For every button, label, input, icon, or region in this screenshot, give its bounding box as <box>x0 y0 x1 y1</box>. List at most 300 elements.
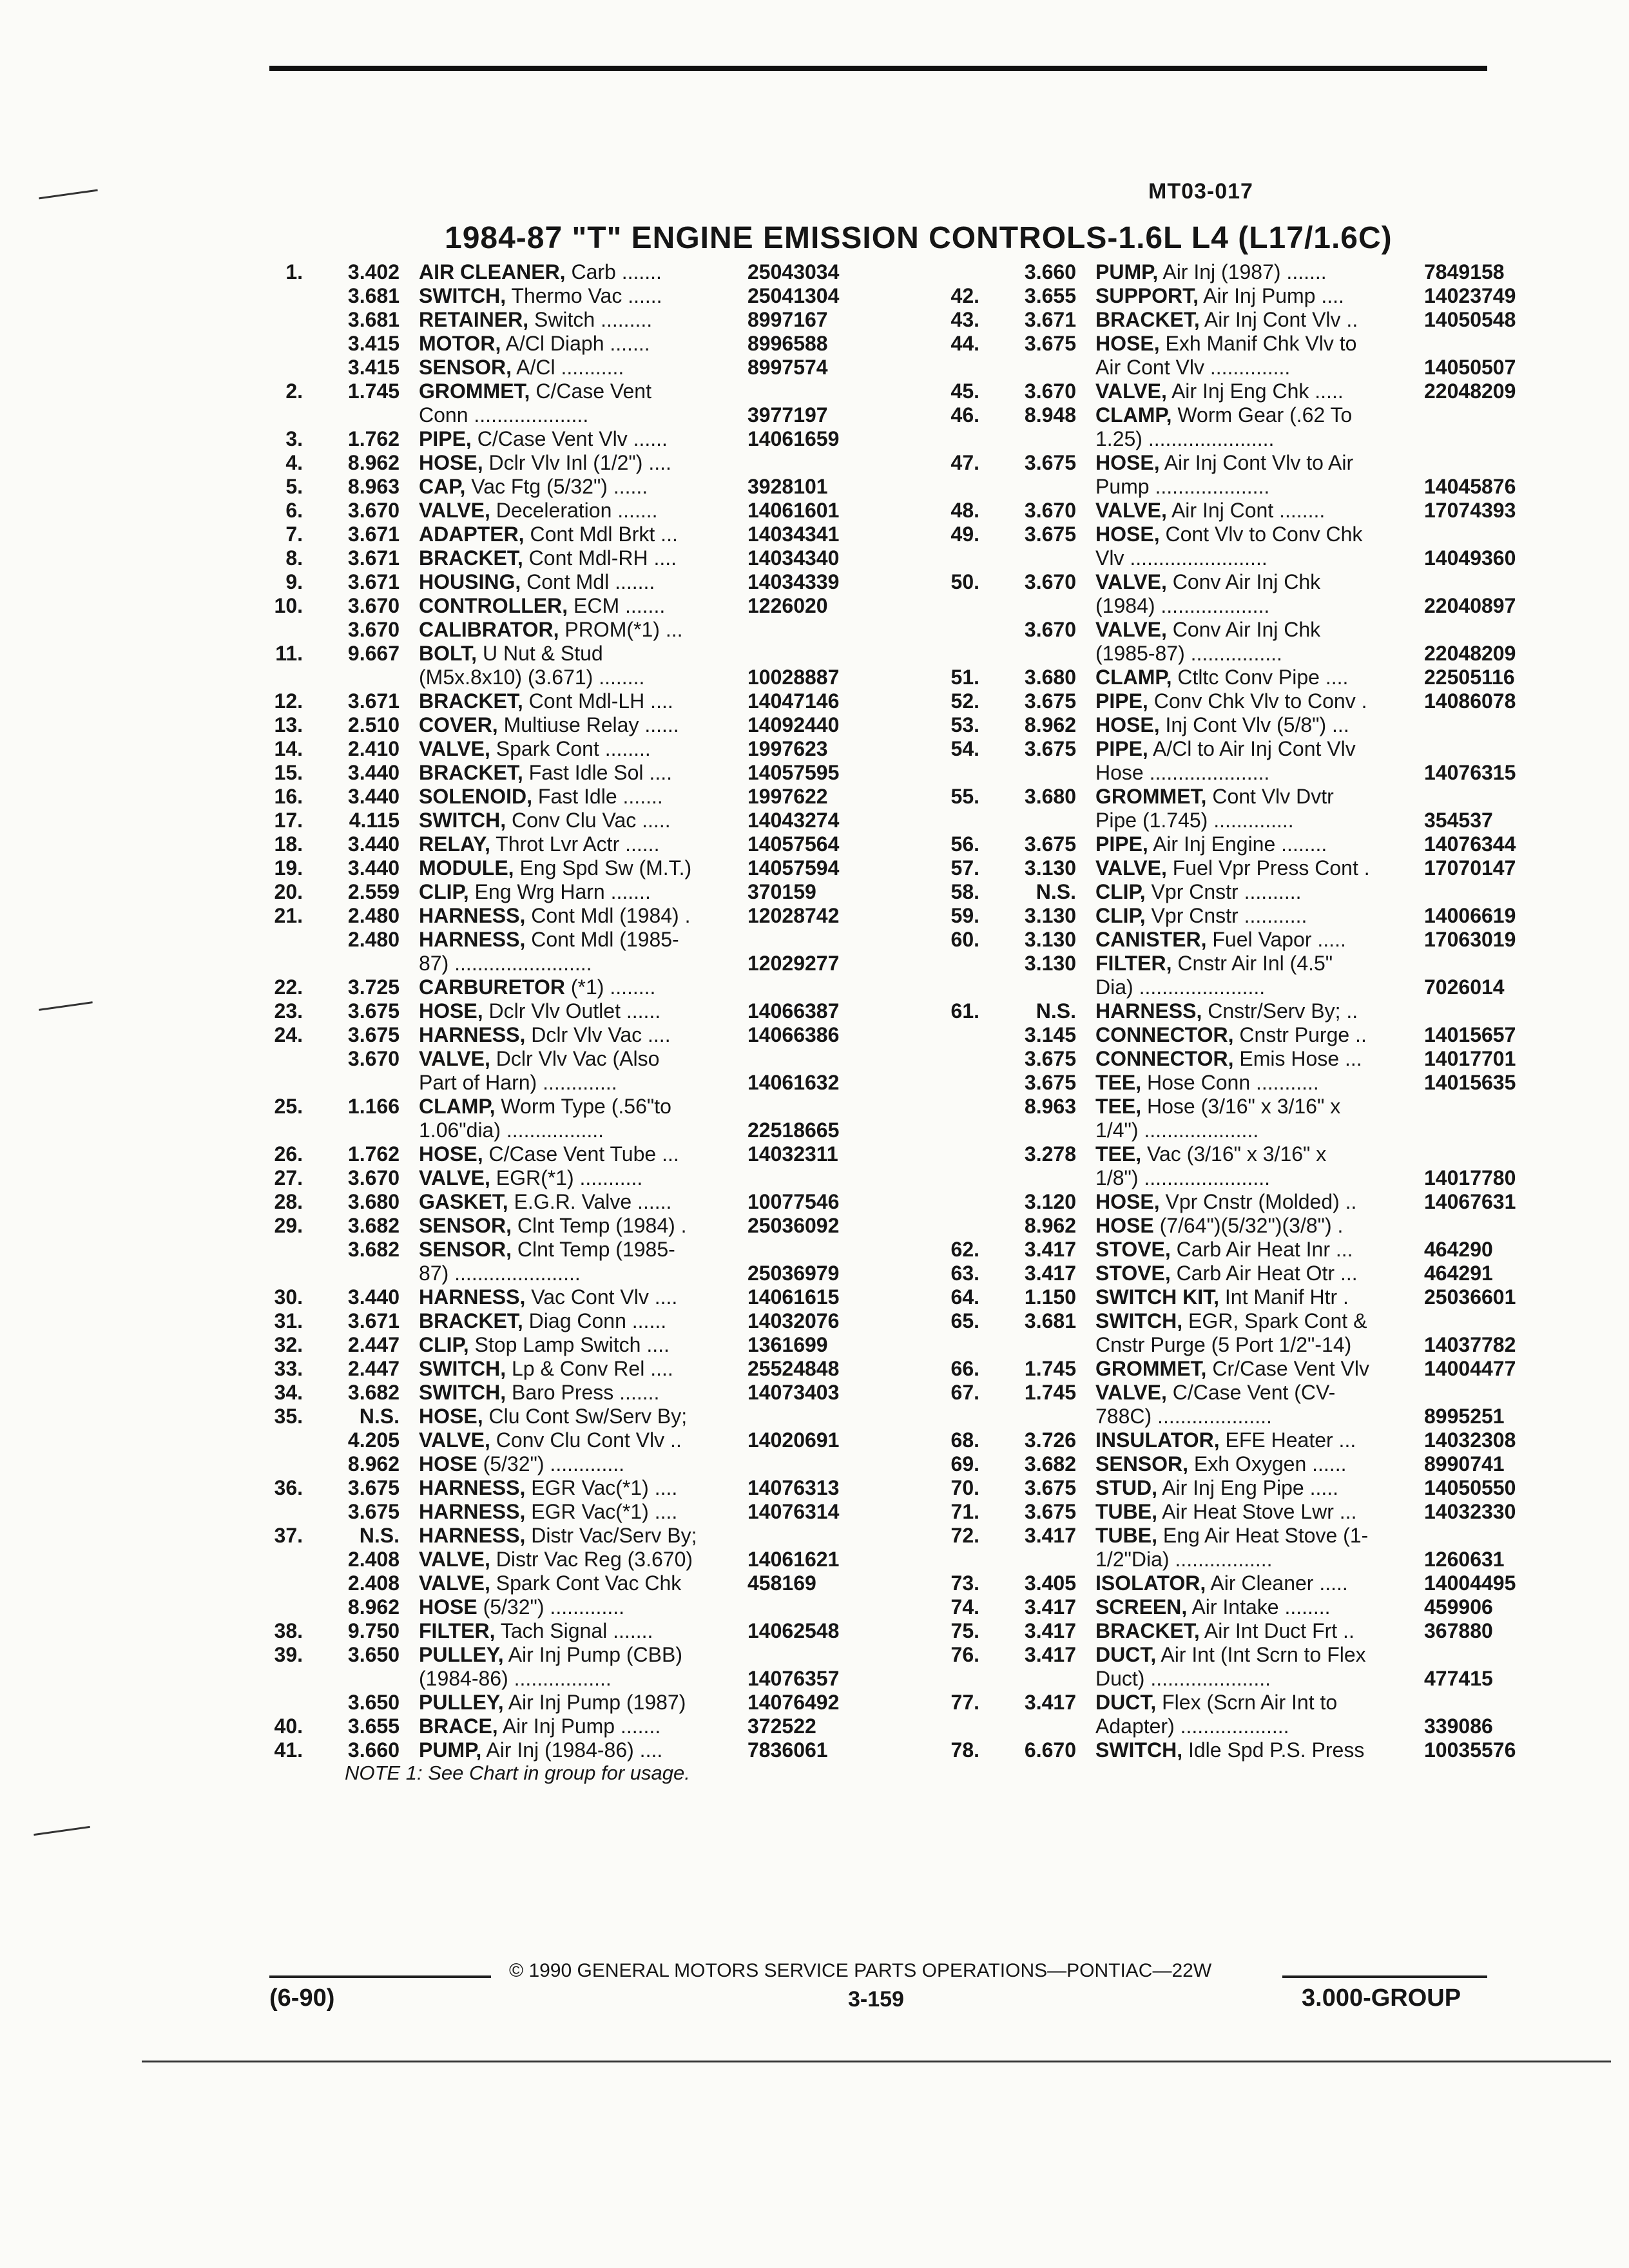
part-description <box>1076 451 1424 475</box>
part-detail: Diag Conn ...... <box>523 1309 667 1332</box>
item-number: 56. <box>950 832 979 856</box>
part-number: 458169 <box>747 1571 816 1595</box>
part-detail: (1984) ................... <box>1095 594 1270 617</box>
part-detail: Baro Press ....... <box>506 1381 660 1404</box>
part-detail: Idle Spd P.S. Press <box>1182 1738 1365 1762</box>
part-name: HOSE, <box>1095 332 1160 355</box>
group-number: 3.130 <box>1024 928 1076 951</box>
group-number: 3.681 <box>347 308 400 331</box>
part-description <box>1076 1357 1424 1381</box>
item-number: 55. <box>950 785 979 808</box>
part-description <box>400 1643 747 1667</box>
item-number <box>258 666 303 689</box>
item-number <box>934 356 979 380</box>
item-number: 74. <box>950 1595 979 1619</box>
part-name: CARBURETOR <box>419 975 565 999</box>
item-number: 3. <box>285 427 303 450</box>
group-number: 9.750 <box>347 1619 400 1642</box>
item-number <box>258 1548 303 1571</box>
group-number: 3.440 <box>347 832 400 856</box>
part-description <box>1076 928 1424 952</box>
part-description <box>1076 737 1424 761</box>
part-description <box>1076 570 1424 594</box>
part-number: 14076315 <box>1424 761 1516 784</box>
part-detail: Carb Air Heat Inr ... <box>1170 1238 1353 1261</box>
part-name: SWITCH, <box>419 1357 506 1380</box>
item-number: 12. <box>274 689 303 713</box>
group-number: 3.402 <box>347 260 400 284</box>
part-number: 10035576 <box>1424 1738 1516 1762</box>
part-description <box>1076 761 1424 785</box>
part-row <box>934 618 1579 642</box>
part-number <box>1424 1214 1579 1238</box>
part-number: 14032330 <box>1424 1500 1516 1523</box>
part-name: SENSOR, <box>419 356 512 379</box>
part-name: SWITCH, <box>419 284 506 307</box>
item-number: 36. <box>274 1476 303 1499</box>
part-name: HOSE, <box>1095 451 1160 474</box>
part-detail: Adapter) ................... <box>1095 1715 1289 1738</box>
part-detail: Exh Oxygen ...... <box>1188 1452 1347 1475</box>
part-description <box>1076 713 1424 737</box>
group-number: 3.670 <box>1024 618 1076 641</box>
part-row <box>258 1119 902 1142</box>
item-number <box>934 1214 979 1238</box>
item-number <box>934 952 979 975</box>
part-number: 14017701 <box>1424 1047 1516 1070</box>
group-number: 3.681 <box>1024 1309 1076 1332</box>
group-number: 2.408 <box>347 1571 400 1595</box>
group-number <box>979 1166 1076 1190</box>
group-number: 3.680 <box>347 1190 400 1213</box>
part-number: 25036979 <box>747 1262 840 1285</box>
group-number: 3.680 <box>1024 785 1076 808</box>
part-name: VALVE, <box>419 499 490 522</box>
part-description <box>400 809 747 832</box>
part-description <box>1076 284 1424 308</box>
part-number: 25043034 <box>747 260 840 284</box>
part-number: 14050548 <box>1424 308 1516 331</box>
part-description <box>1076 1214 1424 1238</box>
part-row <box>934 1142 1579 1166</box>
part-name: VALVE, <box>419 1166 490 1189</box>
group-number: 3.655 <box>1024 284 1076 307</box>
part-description <box>400 403 747 427</box>
part-detail: Cnstr Purge .. <box>1233 1023 1367 1046</box>
part-number: 14066386 <box>747 1023 840 1046</box>
part-row <box>934 1071 1579 1095</box>
part-name: PULLEY, <box>419 1691 504 1714</box>
part-description <box>1076 594 1424 618</box>
group-number: 3.120 <box>1024 1190 1076 1213</box>
part-row <box>934 785 1579 809</box>
part-number: 22040897 <box>1424 594 1516 617</box>
part-row <box>258 499 902 523</box>
item-number: 64. <box>950 1285 979 1309</box>
part-name: TUBE, <box>1095 1500 1157 1523</box>
part-row <box>258 1691 902 1715</box>
part-description <box>400 308 747 332</box>
part-number <box>747 451 902 475</box>
part-description <box>400 332 747 356</box>
item-number: 72. <box>950 1524 979 1547</box>
part-description <box>400 1023 747 1047</box>
item-number: 2. <box>285 380 303 403</box>
part-name: BOLT, <box>419 642 477 665</box>
part-number <box>1424 785 1579 809</box>
part-name: HARNESS, <box>419 1500 526 1523</box>
part-description <box>1076 1381 1424 1405</box>
part-row <box>258 475 902 499</box>
part-detail: Air Inj (1984-86) .... <box>481 1738 663 1762</box>
part-name: SWITCH, <box>419 1381 506 1404</box>
part-detail: Hose ..................... <box>1095 761 1270 784</box>
part-description <box>400 1452 747 1476</box>
group-number: 3.675 <box>347 1476 400 1499</box>
group-number <box>979 546 1076 570</box>
group-number: 1.150 <box>1024 1285 1076 1309</box>
bottom-rule <box>142 2061 1611 2062</box>
part-name: PUMP, <box>419 1738 482 1762</box>
item-number: 33. <box>274 1357 303 1380</box>
item-number: 16. <box>274 785 303 808</box>
part-name: BRACKET, <box>419 1309 523 1332</box>
part-detail: Vpr Cnstr .......... <box>1145 880 1302 903</box>
part-description <box>1076 546 1424 570</box>
part-number: 8990741 <box>1424 1452 1505 1475</box>
parts-list-right <box>934 260 1579 1762</box>
group-number <box>979 356 1076 380</box>
part-row <box>258 975 902 999</box>
group-number: 3.440 <box>347 761 400 784</box>
part-detail: A/Cl to Air Inj Cont Vlv <box>1148 737 1356 760</box>
part-number: 10077546 <box>747 1190 840 1213</box>
part-row <box>934 451 1579 475</box>
part-name: HOSE, <box>419 999 483 1023</box>
part-detail: 1.06"dia) ................. <box>419 1119 604 1142</box>
part-row <box>258 1285 902 1309</box>
part-description <box>400 1619 747 1643</box>
group-number: 3.675 <box>1024 1476 1076 1499</box>
item-number <box>258 1071 303 1095</box>
part-description <box>1076 618 1424 642</box>
part-description <box>1076 1428 1424 1452</box>
part-row <box>934 999 1579 1023</box>
part-description <box>400 260 747 284</box>
item-number: 11. <box>275 642 303 665</box>
part-description <box>1076 642 1424 666</box>
group-number: 4.205 <box>347 1428 400 1452</box>
part-name: AIR CLEANER, <box>419 260 566 284</box>
group-number: 3.682 <box>1024 1452 1076 1475</box>
part-row <box>258 403 902 427</box>
part-number: 464290 <box>1424 1238 1493 1261</box>
group-number <box>979 761 1076 785</box>
part-detail: EGR(*1) ........... <box>490 1166 643 1189</box>
part-row <box>258 308 902 332</box>
item-number: 14. <box>274 737 303 760</box>
footer-date: (6-90) <box>269 1984 335 2012</box>
part-name: INSULATOR, <box>1095 1428 1220 1452</box>
part-name: PUMP, <box>1095 260 1159 284</box>
part-number: 14086078 <box>1424 689 1516 713</box>
part-description <box>1076 809 1424 832</box>
part-number: 14015635 <box>1424 1071 1516 1094</box>
part-row <box>934 1500 1579 1524</box>
page-title: 1984-87 "T" ENGINE EMISSION CONTROLS-1.6L L4 (L17/1.6C) <box>445 221 1393 255</box>
part-description <box>400 594 747 618</box>
part-name: VALVE, <box>419 1428 490 1452</box>
part-row <box>258 642 902 666</box>
part-number: 14076314 <box>747 1500 840 1523</box>
item-number <box>258 332 303 356</box>
group-number: 6.670 <box>1024 1738 1076 1762</box>
part-number <box>1424 1119 1579 1142</box>
item-number <box>934 809 979 832</box>
item-number: 19. <box>274 856 303 879</box>
group-number: 2.447 <box>347 1357 400 1380</box>
part-number: 14092440 <box>747 713 840 736</box>
part-row <box>934 1119 1579 1142</box>
part-row <box>258 1476 902 1500</box>
part-row <box>258 451 902 475</box>
item-number: 34. <box>274 1381 303 1404</box>
page-number: 3-159 <box>848 1987 904 2012</box>
part-number <box>1424 737 1579 761</box>
item-number: 43. <box>950 308 979 331</box>
part-number: 339086 <box>1424 1715 1493 1738</box>
group-number <box>303 403 400 427</box>
part-number: 8997167 <box>747 308 828 331</box>
part-number: 464291 <box>1424 1262 1493 1285</box>
part-description <box>400 1214 747 1238</box>
part-name: VALVE, <box>1095 380 1167 403</box>
part-number: 14037782 <box>1424 1333 1516 1356</box>
part-description <box>1076 1643 1424 1667</box>
part-description <box>1076 523 1424 546</box>
part-number <box>1424 999 1579 1023</box>
item-number: 48. <box>950 499 979 522</box>
part-row <box>258 928 902 952</box>
part-row <box>934 1333 1579 1357</box>
group-number: 8.963 <box>1024 1095 1076 1118</box>
item-number: 17. <box>274 809 303 832</box>
item-number: 67. <box>950 1381 979 1404</box>
part-detail: Air Inj Pump .... <box>1199 284 1344 307</box>
part-number <box>1424 1643 1579 1667</box>
part-row <box>258 809 902 832</box>
part-name: VALVE, <box>1095 856 1167 879</box>
part-name: STOVE, <box>1095 1262 1171 1285</box>
item-number: 54. <box>950 737 979 760</box>
part-number <box>747 1595 902 1619</box>
part-description <box>1076 499 1424 523</box>
part-number: 3928101 <box>747 475 828 498</box>
item-number <box>258 403 303 427</box>
part-name: BRACE, <box>419 1715 498 1738</box>
item-number: 10. <box>274 594 303 617</box>
part-description <box>1076 1476 1424 1500</box>
item-number: 57. <box>950 856 979 879</box>
item-number: 6. <box>285 499 303 522</box>
top-rule <box>269 66 1487 71</box>
part-number: 14004477 <box>1424 1357 1516 1380</box>
item-number <box>934 1047 979 1071</box>
part-row <box>258 999 902 1023</box>
item-number <box>934 1071 979 1095</box>
part-description <box>400 618 747 642</box>
group-number: 1.745 <box>1024 1357 1076 1380</box>
item-number <box>258 1667 303 1691</box>
part-name: GASKET, <box>419 1190 508 1213</box>
group-number: 2.510 <box>347 713 400 736</box>
part-description <box>400 666 747 689</box>
part-detail: Conn .................... <box>419 403 589 427</box>
item-number <box>934 594 979 618</box>
group-number: 3.681 <box>347 284 400 307</box>
group-number: 1.745 <box>1024 1381 1076 1404</box>
part-description <box>400 832 747 856</box>
part-detail: Air Heat Stove Lwr ... <box>1157 1500 1357 1523</box>
part-detail: Air Inj Engine ........ <box>1148 832 1327 856</box>
part-number <box>1424 618 1579 642</box>
part-detail: Exh Manif Chk Vlv to <box>1159 332 1357 355</box>
part-name: ADAPTER, <box>419 523 525 546</box>
group-number: 2.447 <box>347 1333 400 1356</box>
part-detail: Pump .................... <box>1095 475 1270 498</box>
group-number: 3.670 <box>347 499 400 522</box>
item-number: 42. <box>950 284 979 307</box>
part-name: COVER, <box>419 713 498 736</box>
part-number <box>747 1238 902 1262</box>
part-name: SOLENOID, <box>419 785 533 808</box>
group-number: 3.417 <box>1024 1238 1076 1261</box>
group-number: N.S. <box>359 1524 400 1547</box>
part-description <box>400 1738 747 1762</box>
part-description <box>400 689 747 713</box>
part-number: 14034339 <box>747 570 840 593</box>
group-number <box>303 1667 400 1691</box>
item-number <box>934 761 979 785</box>
part-detail: Cr/Case Vent Vlv <box>1206 1357 1369 1380</box>
item-number <box>258 1595 303 1619</box>
scan-mark <box>39 189 98 200</box>
part-description <box>1076 904 1424 928</box>
part-description <box>400 1357 747 1381</box>
part-name: RETAINER, <box>419 308 529 331</box>
part-row <box>934 260 1579 284</box>
part-name: GROMMET, <box>1095 785 1207 808</box>
group-number: 3.417 <box>1024 1595 1076 1619</box>
part-number <box>747 928 902 952</box>
part-number: 14067631 <box>1424 1190 1516 1213</box>
part-number <box>747 1643 902 1667</box>
part-detail: C/Case Vent <box>530 380 651 403</box>
group-number: 3.145 <box>1024 1023 1076 1046</box>
part-description <box>400 1595 747 1619</box>
part-description <box>1076 332 1424 356</box>
part-number: 8995251 <box>1424 1405 1505 1428</box>
group-number: 3.417 <box>1024 1524 1076 1547</box>
group-number: 1.762 <box>347 1142 400 1166</box>
part-detail: Spark Cont Vac Chk <box>490 1571 682 1595</box>
item-number: 26. <box>274 1142 303 1166</box>
part-detail: 1/2"Dia) ................. <box>1095 1548 1273 1571</box>
part-detail: Air Inj Cont Vlv to Air <box>1159 451 1354 474</box>
part-name: HOSE <box>419 1452 477 1475</box>
part-row <box>258 618 902 642</box>
part-name: BRACKET, <box>419 761 523 784</box>
item-number <box>934 475 979 499</box>
group-number <box>979 809 1076 832</box>
group-number <box>979 1119 1076 1142</box>
part-row <box>934 1047 1579 1071</box>
part-description <box>400 546 747 570</box>
part-number <box>1424 880 1579 904</box>
part-detail: Air Cleaner ..... <box>1206 1571 1348 1595</box>
item-number: 70. <box>950 1476 979 1499</box>
part-row <box>934 1023 1579 1047</box>
part-name: SENSOR, <box>1095 1452 1189 1475</box>
part-row <box>934 1571 1579 1595</box>
part-description <box>1076 1190 1424 1214</box>
part-number: 7026014 <box>1424 975 1505 999</box>
part-name: PIPE, <box>1095 737 1148 760</box>
item-number: 7. <box>285 523 303 546</box>
group-number: 3.440 <box>347 856 400 879</box>
part-detail: Part of Harn) ............. <box>419 1071 617 1094</box>
part-detail: 1.25) ...................... <box>1095 427 1275 450</box>
part-detail: E.G.R. Valve ...... <box>508 1190 672 1213</box>
part-number: 14076357 <box>747 1667 840 1690</box>
group-number: 3.660 <box>347 1738 400 1762</box>
part-description <box>1076 1023 1424 1047</box>
part-detail: Deceleration ....... <box>490 499 658 522</box>
part-row <box>934 1238 1579 1262</box>
part-number: 22505116 <box>1424 666 1515 689</box>
group-number: 3.660 <box>1024 260 1076 284</box>
part-number: 14020691 <box>747 1428 840 1452</box>
group-number: 3.655 <box>347 1715 400 1738</box>
part-description <box>1076 1047 1424 1071</box>
item-number: 61. <box>950 999 979 1023</box>
part-name: HOSE <box>419 1595 477 1619</box>
part-description <box>400 356 747 380</box>
part-detail: (M5x.8x10) (3.671) ........ <box>419 666 645 689</box>
part-description <box>1076 1524 1424 1548</box>
part-row <box>934 546 1579 570</box>
part-description <box>1076 1238 1424 1262</box>
part-description <box>1076 1119 1424 1142</box>
part-detail: EGR Vac(*1) .... <box>525 1476 678 1499</box>
group-number: 3.675 <box>347 1023 400 1046</box>
part-description <box>400 1500 747 1524</box>
item-number <box>258 1047 303 1071</box>
group-number: 8.962 <box>347 1452 400 1475</box>
part-detail: Air Inj Pump (1987) <box>503 1691 686 1714</box>
part-number <box>747 1095 902 1119</box>
item-number: 51. <box>950 666 979 689</box>
item-number: 41. <box>274 1738 303 1762</box>
part-number <box>1424 713 1579 737</box>
part-number: 14061632 <box>747 1071 840 1094</box>
item-number <box>258 1452 303 1476</box>
item-number: 75. <box>950 1619 979 1642</box>
part-name: PIPE, <box>419 427 472 450</box>
part-number: 14032308 <box>1424 1428 1516 1452</box>
item-number: 71. <box>950 1500 979 1523</box>
part-row <box>258 689 902 713</box>
